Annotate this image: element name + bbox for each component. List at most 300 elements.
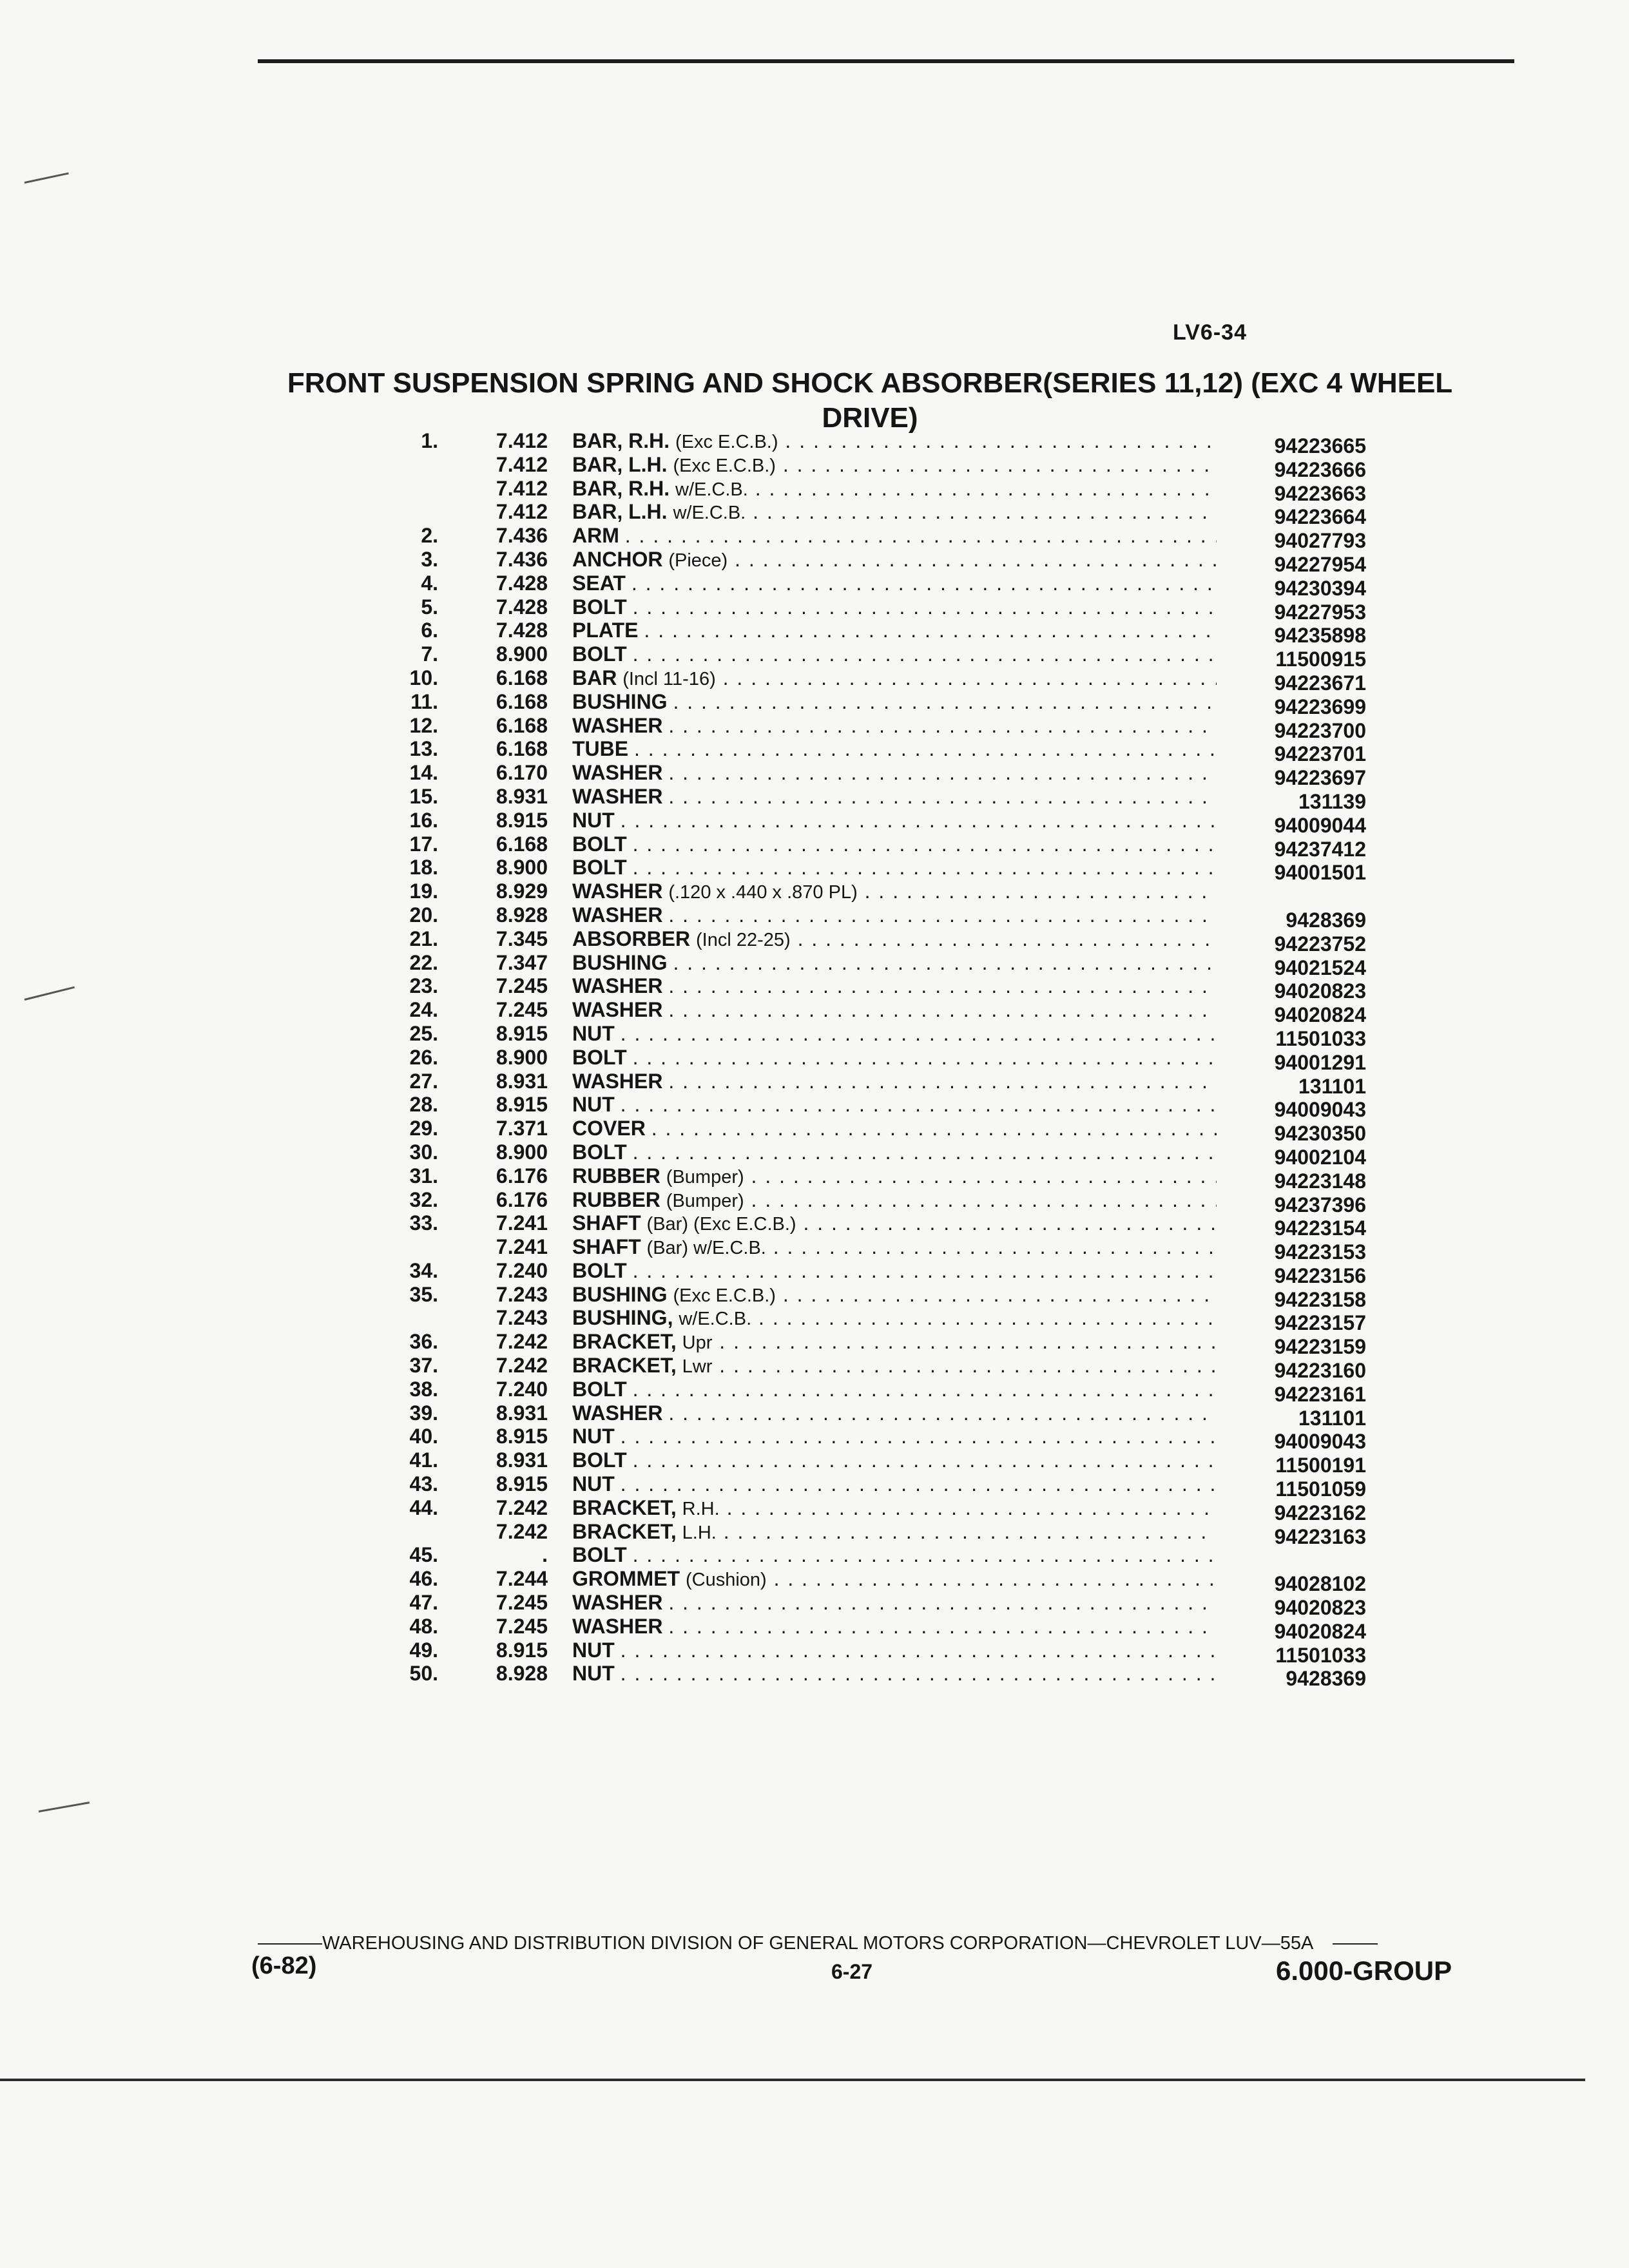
- part-number: 94028102: [1274, 1572, 1366, 1596]
- part-number: 11501059: [1275, 1477, 1366, 1501]
- part-description: [572, 1354, 1217, 1379]
- ref-number: 29.: [409, 1117, 438, 1140]
- part-row: [374, 1282, 1366, 1311]
- part-qualifier: (Incl 11-16): [622, 668, 716, 689]
- catalog-code: 7.412: [496, 452, 548, 476]
- part-row: [374, 1258, 1366, 1287]
- part-description: [572, 453, 1217, 478]
- part-qualifier: (Bumper): [666, 1166, 744, 1187]
- part-name: WASHER: [572, 879, 663, 903]
- part-row: [374, 832, 1366, 861]
- part-row: [374, 1377, 1366, 1406]
- part-number: 94223700: [1274, 718, 1366, 742]
- part-name: NUT: [572, 1472, 615, 1496]
- part-number: 131139: [1298, 789, 1366, 813]
- catalog-code: 7.243: [496, 1282, 548, 1306]
- catalog-code: 8.915: [496, 1638, 548, 1662]
- part-description: [572, 1211, 1217, 1236]
- catalog-code: 6.176: [496, 1187, 548, 1211]
- ref-number: 25.: [409, 1021, 438, 1045]
- ref-number: 28.: [409, 1093, 438, 1117]
- part-description: [572, 1425, 1217, 1450]
- part-row: [374, 1591, 1366, 1620]
- part-name: BOLT: [572, 832, 627, 856]
- ref-number: 45.: [409, 1543, 438, 1567]
- part-description: [572, 1188, 1217, 1213]
- part-description: [572, 785, 1217, 810]
- bottom-rule: [0, 2079, 1585, 2081]
- part-number: 94223671: [1274, 671, 1366, 695]
- part-description: [572, 927, 1217, 952]
- ref-number: 49.: [409, 1638, 438, 1662]
- part-row: [374, 1045, 1366, 1074]
- ref-number: 41.: [409, 1448, 438, 1472]
- part-name: BAR: [572, 666, 617, 689]
- part-number: 94009044: [1274, 813, 1366, 837]
- part-number: 94021524: [1274, 956, 1366, 979]
- ref-number: 44.: [409, 1495, 438, 1519]
- catalog-code: 8.929: [496, 879, 548, 903]
- ref-number: 3.: [421, 547, 438, 571]
- part-number: 94237396: [1274, 1193, 1366, 1216]
- part-name: BUSHING: [572, 1282, 668, 1306]
- part-row: [374, 524, 1366, 553]
- catalog-code: 8.931: [496, 1448, 548, 1472]
- ref-number: 21.: [409, 927, 438, 950]
- part-row: [374, 950, 1366, 979]
- ref-number: 38.: [409, 1377, 438, 1401]
- part-qualifier: Upr: [682, 1332, 713, 1354]
- part-row: [374, 1614, 1366, 1643]
- part-name: NUT: [572, 808, 615, 832]
- part-number: 11500915: [1275, 648, 1366, 671]
- part-row: [374, 1093, 1366, 1122]
- part-number: 94223666: [1274, 457, 1366, 481]
- part-name: BOLT: [572, 595, 627, 619]
- part-description: [572, 1662, 1217, 1687]
- part-description: [572, 856, 1217, 881]
- ref-number: 23.: [409, 974, 438, 998]
- part-name: WASHER: [572, 761, 663, 785]
- part-description: [572, 809, 1217, 834]
- part-number: 11501033: [1275, 1026, 1366, 1050]
- part-number: 94009043: [1274, 1098, 1366, 1122]
- part-number: 9428369: [1286, 1667, 1366, 1691]
- part-description: [572, 1330, 1217, 1355]
- part-qualifier: (Bumper): [666, 1190, 744, 1211]
- part-number: 94020823: [1274, 1596, 1366, 1620]
- part-number: 94223664: [1274, 505, 1366, 529]
- footer-division-line: [258, 1933, 1469, 1954]
- ref-number: 7.: [421, 642, 438, 666]
- catalog-code: 7.242: [496, 1495, 548, 1519]
- part-number: 94020823: [1274, 979, 1366, 1003]
- part-qualifier: (Piece): [668, 550, 728, 571]
- catalog-code: 8.900: [496, 1140, 548, 1164]
- part-number: 94020824: [1274, 1619, 1366, 1643]
- part-number: 94223157: [1274, 1311, 1366, 1335]
- ref-number: 20.: [409, 903, 438, 927]
- catalog-code: 8.928: [496, 903, 548, 927]
- part-qualifier: (Exc E.C.B.): [673, 455, 776, 476]
- part-description: [572, 666, 1217, 691]
- ref-number: 50.: [409, 1662, 438, 1686]
- ref-number: 4.: [421, 571, 438, 595]
- part-name: NUT: [572, 1662, 615, 1686]
- part-name: SHAFT: [572, 1211, 641, 1235]
- catalog-code: 7.240: [496, 1377, 548, 1401]
- part-row: [374, 1330, 1366, 1359]
- part-name: WASHER: [572, 998, 663, 1022]
- part-row: [374, 1401, 1366, 1430]
- part-number: 94223665: [1274, 434, 1366, 457]
- part-description: [572, 1046, 1217, 1071]
- part-description: [572, 1093, 1217, 1118]
- catalog-code: 7.245: [496, 974, 548, 998]
- part-row: [374, 856, 1366, 885]
- catalog-code: 7.428: [496, 595, 548, 619]
- catalog-code: 7.240: [496, 1258, 548, 1282]
- part-name: NUT: [572, 1093, 615, 1117]
- part-qualifier: w/E.C.B.: [679, 1309, 752, 1330]
- catalog-code: 6.168: [496, 713, 548, 737]
- part-description: [572, 1235, 1217, 1260]
- part-name: RUBBER: [572, 1164, 660, 1187]
- part-name: WASHER: [572, 1614, 663, 1638]
- part-qualifier: w/E.C.B.: [675, 479, 748, 500]
- part-number: 94223697: [1274, 766, 1366, 790]
- part-qualifier: (.120 x .440 x .870 PL): [668, 882, 858, 903]
- part-row: [374, 666, 1366, 695]
- catalog-code: 7.244: [496, 1567, 548, 1591]
- part-description: [572, 619, 1217, 644]
- part-qualifier: (Incl 22-25): [696, 929, 791, 950]
- part-row: [374, 1069, 1366, 1098]
- part-row: [374, 1211, 1366, 1240]
- catalog-code: 8.900: [496, 856, 548, 879]
- part-number: 94223161: [1274, 1382, 1366, 1406]
- part-number: 94001501: [1274, 861, 1366, 885]
- part-number: 94223162: [1274, 1501, 1366, 1524]
- part-description: [572, 477, 1217, 502]
- part-description: [572, 524, 1217, 549]
- catalog-code: 7.243: [496, 1306, 548, 1330]
- part-qualifier: (Exc E.C.B.): [673, 1285, 776, 1306]
- part-name: WASHER: [572, 903, 663, 927]
- part-row: [374, 1543, 1366, 1567]
- part-row: [374, 1235, 1366, 1264]
- part-name: BUSHING: [572, 689, 668, 713]
- page-title: FRONT SUSPENSION SPRING AND SHOCK ABSORBER(SERIES 11,12) (EXC 4 WHEEL DRIVE): [287, 367, 1453, 434]
- part-number: 94230394: [1274, 576, 1366, 600]
- ref-number: 12.: [409, 713, 438, 737]
- catalog-code: 6.176: [496, 1164, 548, 1187]
- part-number: 94027793: [1274, 529, 1366, 553]
- ref-number: 2.: [421, 524, 438, 548]
- catalog-code: 6.168: [496, 832, 548, 856]
- parts-list: [374, 429, 1366, 1691]
- part-description: [572, 429, 1217, 454]
- ref-number: 22.: [409, 950, 438, 974]
- part-description: [572, 595, 1217, 620]
- part-description: [572, 1496, 1217, 1521]
- part-name: BOLT: [572, 856, 627, 879]
- ref-number: 5.: [421, 595, 438, 619]
- part-name: BAR, L.H.: [572, 500, 668, 524]
- part-name: WASHER: [572, 784, 663, 808]
- part-row: [374, 1306, 1366, 1335]
- footer-date-code: (6-82): [251, 1952, 317, 1979]
- footer-dash: [1333, 1943, 1378, 1945]
- part-name: BUSHING,: [572, 1306, 673, 1330]
- part-description: [572, 1401, 1217, 1427]
- part-name: BOLT: [572, 1543, 627, 1567]
- part-description: [572, 1543, 1217, 1568]
- page-code: LV6-34: [1173, 320, 1247, 345]
- part-row: [374, 784, 1366, 813]
- part-description: [572, 714, 1217, 739]
- part-description: [572, 974, 1217, 999]
- part-number: 94223752: [1274, 932, 1366, 956]
- part-row: [374, 547, 1366, 576]
- catalog-code: 7.412: [496, 500, 548, 524]
- ref-number: 13.: [409, 737, 438, 761]
- part-description: [572, 1164, 1217, 1189]
- part-row: [374, 1495, 1366, 1524]
- part-name: WASHER: [572, 974, 663, 998]
- ref-number: 1.: [421, 429, 438, 452]
- part-row: [374, 1140, 1366, 1169]
- catalog-code: 8.915: [496, 1021, 548, 1045]
- part-row: [374, 808, 1366, 837]
- ref-number: 10.: [409, 666, 438, 689]
- part-description: [572, 951, 1217, 976]
- part-row: [374, 452, 1366, 481]
- catalog-code: 6.168: [496, 666, 548, 689]
- part-number: 94223163: [1274, 1524, 1366, 1548]
- part-description: [572, 761, 1217, 786]
- catalog-code: 7.242: [496, 1354, 548, 1378]
- ref-number: 39.: [409, 1401, 438, 1425]
- part-name: BOLT: [572, 1258, 627, 1282]
- part-name: ABSORBER: [572, 927, 691, 950]
- part-name: WASHER: [572, 1069, 663, 1093]
- catalog-code: 8.915: [496, 1093, 548, 1117]
- part-row: [374, 1164, 1366, 1193]
- margin-mark: [24, 172, 69, 183]
- part-row: [374, 1117, 1366, 1146]
- ref-number: 37.: [409, 1354, 438, 1378]
- part-row: [374, 761, 1366, 790]
- part-number: 94223156: [1274, 1264, 1366, 1287]
- catalog-code: 7.241: [496, 1211, 548, 1235]
- catalog-code: 6.168: [496, 737, 548, 761]
- part-row: [374, 1472, 1366, 1501]
- part-name: BOLT: [572, 1377, 627, 1401]
- part-row: [374, 476, 1366, 505]
- part-number: 94237412: [1274, 837, 1366, 861]
- part-row: [374, 619, 1366, 648]
- part-row: [374, 642, 1366, 671]
- margin-mark: [24, 986, 75, 1001]
- part-qualifier: R.H.: [682, 1498, 720, 1519]
- part-row: [374, 1021, 1366, 1050]
- ref-number: 19.: [409, 879, 438, 903]
- part-row: [374, 927, 1366, 956]
- part-row: [374, 903, 1366, 932]
- ref-number: 26.: [409, 1045, 438, 1069]
- part-number: 94235898: [1274, 624, 1366, 648]
- catalog-code: 7.241: [496, 1235, 548, 1259]
- part-number: 9428369: [1286, 908, 1366, 932]
- part-name: BAR, R.H.: [572, 476, 670, 500]
- footer-page-number: 6-27: [831, 1960, 873, 1983]
- part-number: 94223699: [1274, 695, 1366, 718]
- part-row: [374, 879, 1366, 903]
- part-description: [572, 1520, 1217, 1545]
- part-name: BRACKET,: [572, 1354, 677, 1378]
- part-row: [374, 500, 1366, 529]
- part-row: [374, 713, 1366, 742]
- part-name: WASHER: [572, 1591, 663, 1615]
- ref-number: 43.: [409, 1472, 438, 1496]
- ref-number: 6.: [421, 619, 438, 642]
- catalog-code: 7.242: [496, 1330, 548, 1354]
- part-row: [374, 1448, 1366, 1477]
- part-name: ARM: [572, 524, 619, 548]
- part-row: [374, 737, 1366, 766]
- catalog-code: 6.168: [496, 689, 548, 713]
- part-name: BUSHING: [572, 950, 668, 974]
- ref-number: 11.: [410, 689, 438, 713]
- part-description: [572, 1567, 1217, 1592]
- part-row: [374, 1567, 1366, 1596]
- catalog-code: 8.915: [496, 1472, 548, 1496]
- part-qualifier: L.H.: [682, 1522, 717, 1543]
- catalog-code: 7.245: [496, 998, 548, 1022]
- ref-number: 48.: [409, 1614, 438, 1638]
- part-description: [572, 998, 1217, 1023]
- part-number: 94227953: [1274, 600, 1366, 624]
- part-number: 94009043: [1274, 1430, 1366, 1454]
- part-description: [572, 879, 1217, 905]
- part-row: [374, 1425, 1366, 1454]
- part-name: NUT: [572, 1425, 615, 1448]
- part-description: [572, 832, 1217, 858]
- part-name: WASHER: [572, 713, 663, 737]
- part-name: TUBE: [572, 737, 629, 761]
- part-row: [374, 1354, 1366, 1383]
- part-description: [572, 1639, 1217, 1664]
- part-qualifier: (Cushion): [685, 1570, 767, 1591]
- ref-number: 24.: [409, 998, 438, 1022]
- catalog-code: 7.371: [496, 1117, 548, 1140]
- catalog-code: 8.931: [496, 784, 548, 808]
- part-number: 131101: [1298, 1406, 1366, 1430]
- ref-number: 14.: [409, 761, 438, 785]
- part-name: BAR, L.H.: [572, 452, 668, 476]
- catalog-code: 8.915: [496, 1425, 548, 1448]
- part-row: [374, 998, 1366, 1027]
- part-number: 94020824: [1274, 1003, 1366, 1027]
- ref-number: 30.: [409, 1140, 438, 1164]
- ref-number: 16.: [409, 808, 438, 832]
- part-description: [572, 1117, 1217, 1142]
- catalog-code: 7.436: [496, 547, 548, 571]
- top-rule: [258, 59, 1514, 63]
- part-qualifier: Lwr: [682, 1356, 713, 1378]
- part-description: [572, 1472, 1217, 1497]
- catalog-code: 8.928: [496, 1662, 548, 1686]
- part-name: BOLT: [572, 1448, 627, 1472]
- ref-number: 18.: [409, 856, 438, 879]
- part-name: BRACKET,: [572, 1519, 677, 1543]
- catalog-code: 7.412: [496, 429, 548, 452]
- part-name: NUT: [572, 1638, 615, 1662]
- part-number: 131101: [1298, 1074, 1366, 1098]
- part-name: ANCHOR: [572, 547, 663, 571]
- part-number: 94223153: [1274, 1240, 1366, 1264]
- part-name: GROMMET: [572, 1567, 680, 1591]
- ref-number: 31.: [409, 1164, 438, 1187]
- part-name: SEAT: [572, 571, 626, 595]
- part-description: [572, 1448, 1217, 1474]
- catalog-code: 7.428: [496, 619, 548, 642]
- part-description: [572, 1259, 1217, 1284]
- part-row: [374, 1187, 1366, 1216]
- footer-dash: [258, 1943, 322, 1945]
- part-name: SHAFT: [572, 1235, 641, 1259]
- margin-mark: [39, 1802, 90, 1812]
- part-name: RUBBER: [572, 1187, 660, 1211]
- part-qualifier: w/E.C.B.: [673, 503, 746, 524]
- part-name: BAR, R.H.: [572, 429, 670, 452]
- catalog-code: .: [542, 1543, 548, 1567]
- part-number: 94001291: [1274, 1050, 1366, 1074]
- part-description: [572, 903, 1217, 928]
- part-description: [572, 737, 1217, 762]
- catalog-code: 7.347: [496, 950, 548, 974]
- part-qualifier: (Bar) w/E.C.B.: [646, 1238, 766, 1259]
- ref-number: 27.: [409, 1069, 438, 1093]
- catalog-code: 8.900: [496, 642, 548, 666]
- part-name: BOLT: [572, 1045, 627, 1069]
- ref-number: 47.: [409, 1591, 438, 1615]
- part-number: 94223701: [1274, 742, 1366, 766]
- ref-number: 17.: [409, 832, 438, 856]
- part-number: 94223154: [1274, 1216, 1366, 1240]
- part-description: [572, 1070, 1217, 1095]
- part-name: BOLT: [572, 642, 627, 666]
- part-number: 94223158: [1274, 1287, 1366, 1311]
- catalog-code: 7.412: [496, 476, 548, 500]
- part-description: [572, 1283, 1217, 1308]
- ref-number: 36.: [409, 1330, 438, 1354]
- footer-division: WAREHOUSING AND DISTRIBUTION DIVISION OF GENERAL MOTORS CORPORATION—CHEVROLET LUV—55A: [322, 1933, 1314, 1954]
- part-number: 94223160: [1274, 1359, 1366, 1383]
- ref-number: 35.: [409, 1282, 438, 1306]
- catalog-code: 8.915: [496, 808, 548, 832]
- catalog-code: 7.436: [496, 524, 548, 548]
- part-description: [572, 1306, 1217, 1331]
- ref-number: 33.: [409, 1211, 438, 1235]
- catalog-code: 7.428: [496, 571, 548, 595]
- part-row: [374, 1519, 1366, 1548]
- part-number: 11500191: [1275, 1454, 1366, 1477]
- part-name: WASHER: [572, 1401, 663, 1425]
- part-name: BOLT: [572, 1140, 627, 1164]
- part-name: NUT: [572, 1021, 615, 1045]
